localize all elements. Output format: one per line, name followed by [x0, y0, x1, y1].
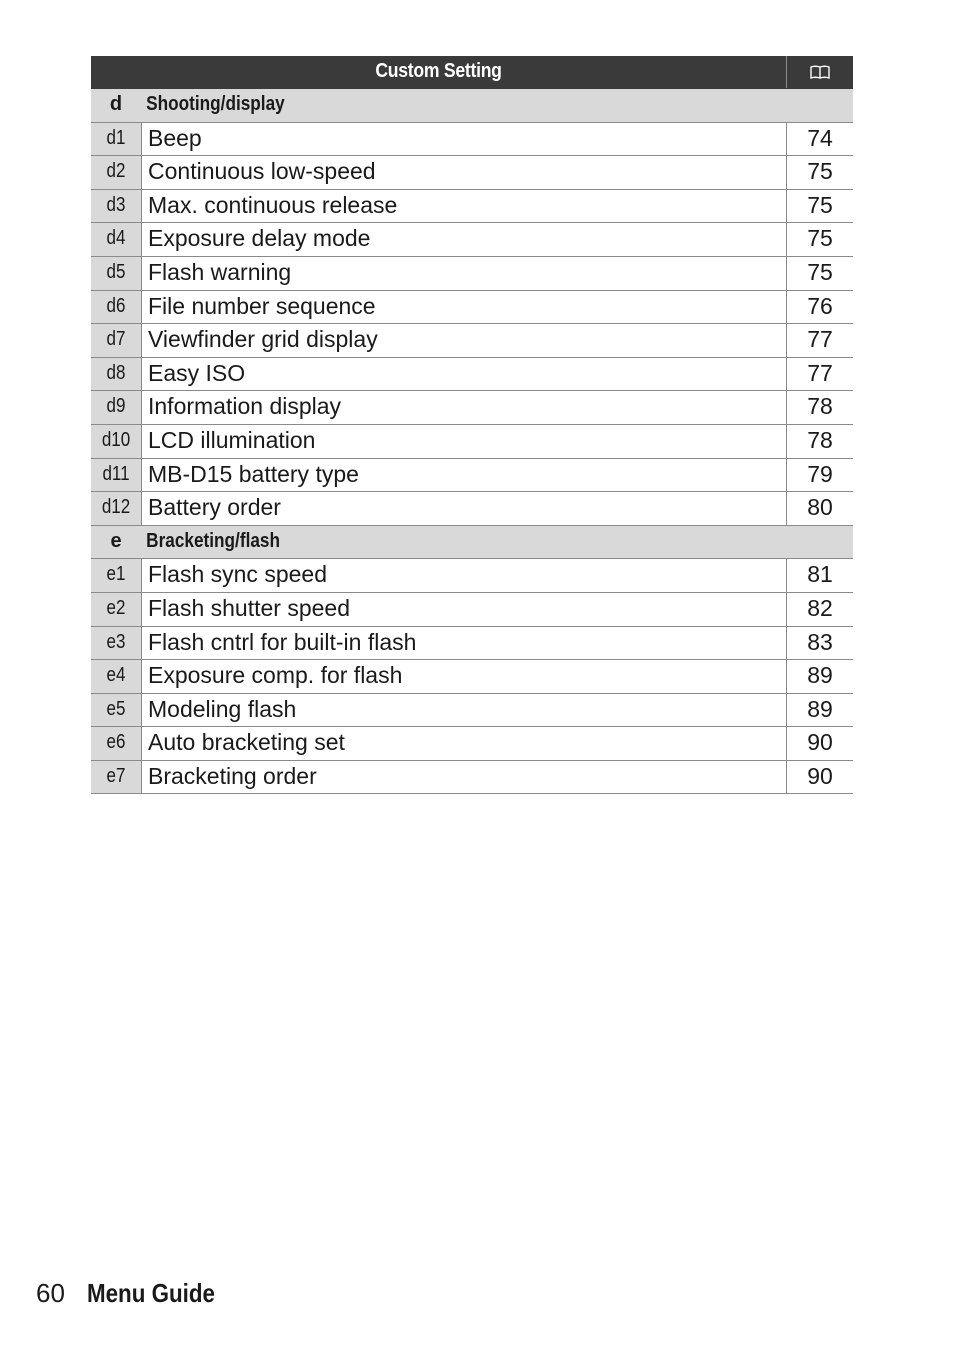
setting-label: File number sequence — [148, 292, 376, 319]
page-ref: 83 — [786, 627, 853, 660]
page-ref: 77 — [786, 358, 853, 391]
page-ref: 75 — [786, 190, 853, 223]
setting-code: e6 — [95, 727, 138, 758]
table-row — [91, 727, 853, 761]
setting-code: d11 — [95, 459, 138, 490]
table-row — [91, 559, 853, 593]
page-ref: 82 — [786, 593, 853, 626]
section-row-e — [91, 526, 853, 560]
table-row — [91, 492, 853, 526]
page-ref: 75 — [786, 156, 853, 189]
table-row — [91, 123, 853, 157]
setting-label: Information display — [148, 393, 342, 420]
setting-label: Viewfinder grid display — [148, 326, 378, 353]
setting-code: d10 — [95, 425, 138, 456]
table-row — [91, 694, 853, 728]
table-row — [91, 156, 853, 190]
table-header — [91, 56, 853, 89]
setting-code: e3 — [95, 627, 138, 658]
page-reference-column-header — [786, 56, 853, 88]
setting-code: e5 — [95, 694, 138, 725]
setting-label: Bracketing order — [148, 762, 317, 789]
setting-label: Flash cntrl for built-in flash — [148, 628, 417, 655]
page-ref: 76 — [786, 291, 853, 324]
setting-label: Beep — [148, 124, 202, 151]
setting-code: d2 — [95, 156, 138, 187]
setting-label: Exposure delay mode — [148, 225, 371, 252]
page-ref: 77 — [786, 324, 853, 357]
table-row — [91, 459, 853, 493]
section-code: d — [109, 93, 123, 115]
setting-label: Flash warning — [148, 258, 292, 285]
table-header-title: Custom Setting — [375, 60, 502, 82]
setting-label: MB-D15 battery type — [148, 460, 359, 487]
setting-label: Exposure comp. for flash — [148, 662, 403, 689]
setting-label: Battery order — [148, 494, 281, 521]
table-row — [91, 660, 853, 694]
page-ref: 81 — [786, 559, 853, 592]
page-footer — [36, 1276, 236, 1310]
table-row — [91, 291, 853, 325]
setting-code: e4 — [95, 660, 138, 691]
setting-code: d8 — [95, 358, 138, 389]
setting-label: Continuous low-speed — [148, 158, 376, 185]
section-title: Bracketing/flash — [146, 529, 280, 552]
page-ref: 75 — [786, 257, 853, 290]
setting-label: Flash sync speed — [148, 561, 327, 588]
setting-code: e2 — [95, 593, 138, 624]
setting-code: d4 — [95, 223, 138, 254]
page-ref: 80 — [786, 492, 853, 525]
page-ref: 75 — [786, 223, 853, 256]
setting-code: d1 — [95, 123, 138, 154]
setting-code: e1 — [95, 559, 138, 590]
page-ref: 78 — [786, 391, 853, 424]
table-row — [91, 425, 853, 459]
page-number: 60 — [36, 1278, 65, 1308]
table-row — [91, 324, 853, 358]
table-row — [91, 190, 853, 224]
table-row — [91, 391, 853, 425]
section-code: e — [110, 529, 122, 552]
setting-code: d12 — [95, 492, 138, 523]
page-ref: 74 — [786, 123, 853, 156]
table-row — [91, 358, 853, 392]
section-title-footer: Menu Guide — [86, 1278, 215, 1308]
page-ref: 90 — [786, 761, 853, 794]
setting-label: LCD illumination — [148, 426, 316, 453]
table-row — [91, 761, 853, 795]
setting-label: Modeling flash — [148, 695, 297, 722]
table-row — [91, 223, 853, 257]
setting-code: d3 — [95, 190, 138, 221]
table-row — [91, 627, 853, 661]
setting-label: Max. continuous release — [148, 191, 398, 218]
page-ref: 78 — [786, 425, 853, 458]
page-ref: 89 — [786, 660, 853, 693]
book-icon — [809, 64, 831, 80]
setting-code: d9 — [95, 391, 138, 422]
setting-code: d7 — [95, 324, 138, 355]
setting-code: d6 — [95, 291, 138, 322]
page-ref: 79 — [786, 459, 853, 492]
custom-settings-table — [91, 56, 853, 794]
page-ref: 90 — [786, 727, 853, 760]
table-row — [91, 257, 853, 291]
setting-code: e7 — [95, 761, 138, 792]
page-ref: 89 — [786, 694, 853, 727]
section-row-d — [91, 89, 853, 123]
setting-label: Auto bracketing set — [148, 729, 345, 756]
setting-label: Easy ISO — [148, 359, 246, 386]
section-title: Shooting/display — [146, 93, 285, 115]
setting-label: Flash shutter speed — [148, 594, 351, 621]
table-row — [91, 593, 853, 627]
setting-code: d5 — [95, 257, 138, 288]
